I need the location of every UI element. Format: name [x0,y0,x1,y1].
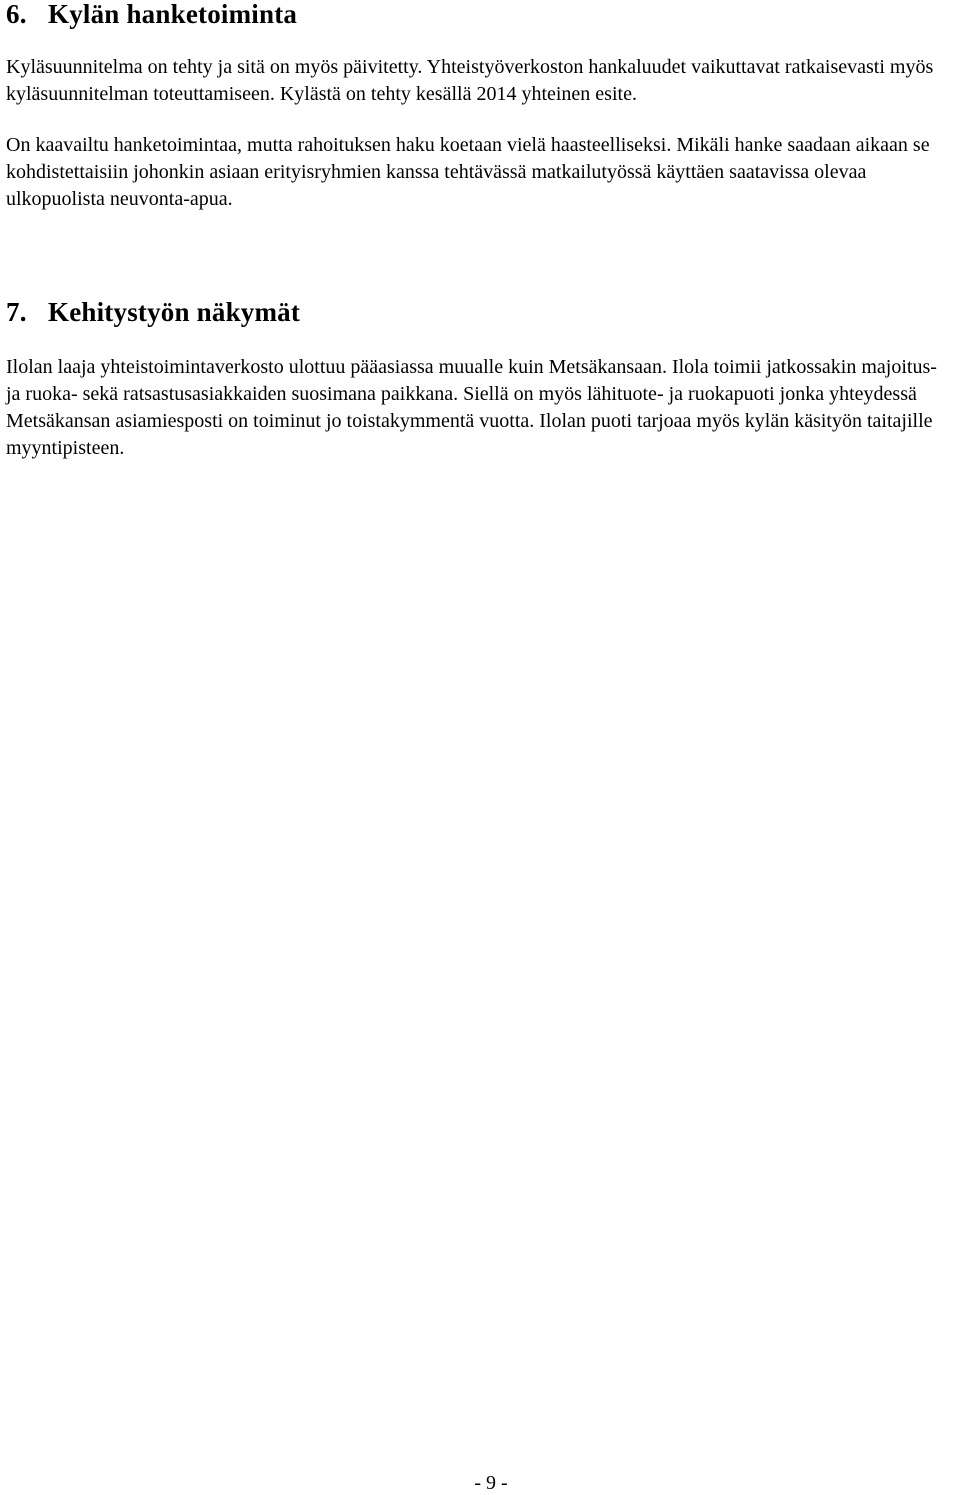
section-7-heading [6,297,300,328]
page-footer [6,1471,954,1495]
document-page [6,0,954,1494]
section-7-title: Kehitystyön näkymät [48,297,301,327]
section-6-paragraph-2: On kaavailtu hanketoimintaa, mutta rahoituksen haku koetaan vielä haasteelliseksi. Mikäli hanke saadaan aikaan se kohdistettaisiin johonkin asiaan erityisryhmien kanssa tehtävässä matkailutyössä käyttäen saatavissa olevaa ulkopuolista neuvonta-apua. [6,134,930,210]
section-7-number: 7. [6,297,27,327]
section-6-heading [6,0,297,30]
section-6-number: 6. [6,0,27,29]
page-number: - 9 - [474,1472,508,1494]
section-7-paragraph-1: Ilolan laaja yhteistoimintaverkosto ulottuu pääasiassa muualle kuin Metsäkansaan. Ilola toimii jatkossakin majoitus- ja ruoka- sekä ratsastusasiakkaiden suosimana paikkana. Siellä on myös lähituote- ja ruokapuoti jonka yhteydessä Metsäkansan asiamiesposti on toiminut jo toistakymmentä vuotta. Ilolan puoti tarjoaa myös kylän käsityön taitajille myyntipisteen. [6,356,937,459]
section-6-paragraph-1: Kyläsuunnitelma on tehty ja sitä on myös päivitetty. Yhteistyöverkoston hankaluudet vaikuttavat ratkaisevasti myös kyläsuunnitelman toteuttamiseen. Kylästä on tehty kesällä 2014 yhteinen esite. [6,56,934,105]
section-6-title: Kylän hanketoiminta [48,0,298,29]
